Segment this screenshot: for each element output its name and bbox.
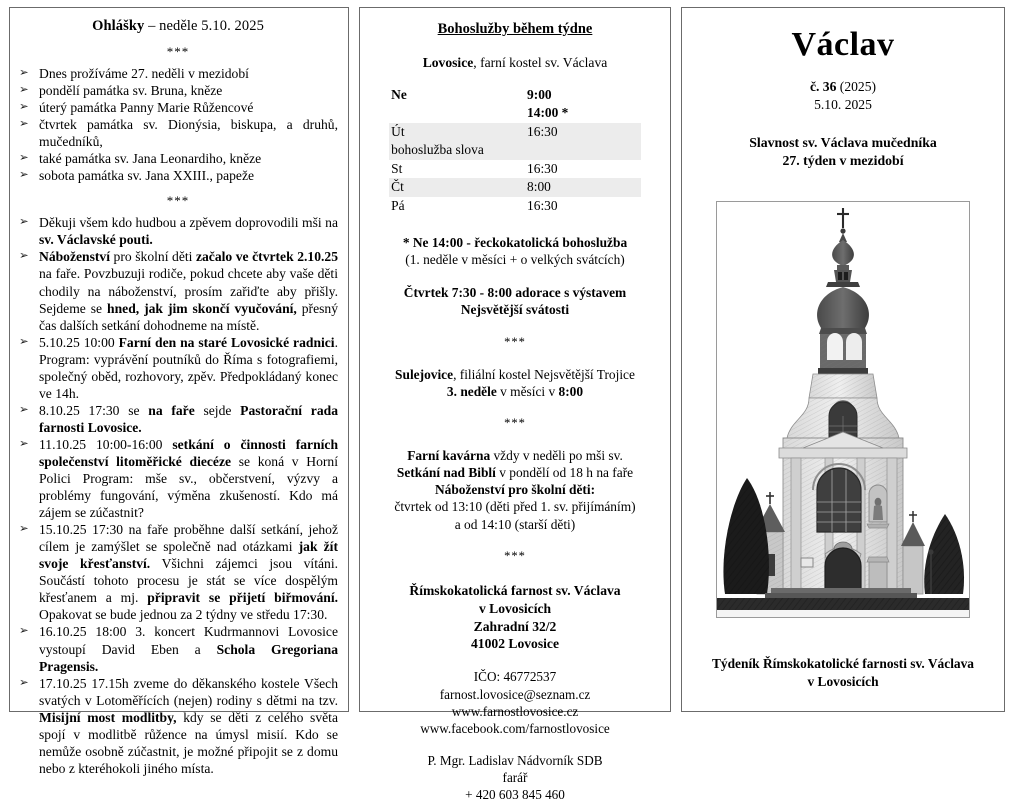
text-run: 5.10.25 10:00 [39,334,119,350]
priest-line: farář [502,770,528,786]
text-emphasis: Farní kavárna [407,447,491,463]
priest-contact [372,752,658,803]
list-item: ➢ čtvrtek památka sv. Dionýsia, biskupa, a druhů, mučedníků, [18,116,338,150]
service-time: 16:30 [525,123,641,141]
text-emphasis: Setkání nad Biblí [396,465,496,481]
service-day: Pá [391,197,405,213]
divider-stars-services-1: *** [504,334,526,349]
feast-line-1: Slavnost sv. Václava mučedníka [749,134,937,150]
divider-stars-top: *** [166,44,190,59]
text-emphasis: 8:00 [558,383,584,399]
announcements-header-bold: Ohlášky [92,18,145,34]
announcements-header [18,18,338,35]
text-run: . Program: vyprávění poutníků do Říma s fotografiemi, společný oběd, rozhovory, zpěv. Předpokládaný konec ve 14h. [39,334,338,401]
service-time: 9:00 [527,87,552,102]
list-item: ➢ Dnes prožíváme 27. neděli v mezidobí [18,65,338,82]
service-time [525,141,641,159]
priest-line: + 420 603 845 460 [465,787,565,803]
service-day: bohoslužba slova [389,141,525,159]
text-run: na faře. Povzbuzuji rodiče, pokud chcete aby vaše děti chodily na náboženství, prosím zařiďte aby přišly. Sejdeme se [39,266,338,316]
column-masthead [681,7,1005,712]
greek-catholic-note-detail: (1. neděle v měsíci + o velkých svátcích) [405,252,625,268]
text-run: 8.10.25 17:30 se [39,402,149,418]
parish-contact [372,668,658,737]
priest-line: P. Mgr. Ladislav Nádvorník SDB [427,753,603,769]
religion-classes-line-1: čtvrtek od 13:10 (děti před 1. sv. přijímáním) [394,499,636,515]
service-day [389,104,525,122]
church-illustration-wrapper [692,170,994,645]
list-item [18,675,338,777]
sulejovice-name: Sulejovice [395,366,454,382]
contact-line: www.farnostlovosice.cz [451,703,579,719]
sulejovice-block [372,366,658,400]
table-row [389,178,641,196]
list-item [18,623,338,674]
parish-church-desc: , farní kostel sv. Václava [473,55,608,70]
adoration-note [372,284,658,318]
saints-list [18,65,338,184]
table-row [389,104,641,122]
service-time: 16:30 [527,197,558,213]
sulejovice-desc: , filiální kostel Nejsvětější Trojice [453,366,635,382]
table-row [389,160,641,178]
text-emphasis: hned, jak jim skončí vyučování, [107,300,297,316]
services-title: Bohoslužby během týdne [437,21,593,37]
text-emphasis: 3. neděle [446,383,497,399]
footer-caption [692,645,994,707]
parish-address [372,582,658,654]
text-run: se koná v Horní Polici Program: mše sv., občerstvení, výzvy a problémy fungování, výměna zkušeností. Kdo má zájem se zúčastnit? [39,453,338,521]
text-emphasis: začalo ve čtvrtek 2.10.25 [195,249,338,265]
service-day: Út [389,123,525,141]
text-run: kdy se děti z celého světa spojí v modlitbě růžence na úmysl misií. Kdo se nemůže osobně zúčastnit, je možné připojit se z domu nebo z kteréhokoli jiného místa. [39,709,338,776]
issue-info [692,78,994,114]
column-announcements [9,7,349,776]
parish-church-name: Lovosice [422,55,474,70]
church-illustration-frame [716,201,970,618]
text-emphasis: sv. Václavské pouti. [39,232,153,248]
footer-caption-line-2: v Lovosicích [807,674,879,690]
table-row [389,123,641,141]
parish-cafe-line [372,447,658,464]
service-day: Čt [389,178,525,196]
bible-meeting-line [372,464,658,481]
list-item [18,214,338,248]
table-row [389,86,641,104]
text-emphasis: Schola Gregoriana Pragensis. [39,641,338,674]
text-run: sejde [194,402,241,418]
religion-classes-title: Náboženství pro školní děti: [434,482,596,498]
list-item [18,334,338,402]
issue-number: č. 36 [809,79,837,94]
service-time: 14:00 * [527,105,569,121]
text-emphasis: na faře [148,402,195,418]
adoration-line-1: Čtvrtek 7:30 - 8:00 adorace s výstavem [403,285,627,301]
divider-stars-services-3: *** [504,548,526,563]
service-day: St [391,160,403,176]
religion-classes-line-2: a od 14:10 (starší děti) [454,516,576,532]
text-run: přesný čas dalších setkání dohodneme na místě. [39,300,339,333]
text-run: 11.10.25 10:00-16:00 [39,436,173,452]
issue-year: (2025) [836,79,877,94]
text-emphasis: Pastorační rada farnosti Lovosice. [39,402,338,435]
address-line: 41002 Lovosice [471,636,559,652]
adoration-line-2: Nejsvětější svátosti [460,302,570,318]
list-item: ➢ pondělí památka sv. Bruna, kněze [18,82,338,99]
text-emphasis: jak žít svoje křesťanství. [39,539,338,572]
church-illustration [717,202,969,617]
contact-line: www.facebook.com/farnostlovosice [420,720,610,736]
weekly-service-table [389,86,641,215]
greek-catholic-note-bold: * Ne 14:00 - řeckokatolická bohoslužba [402,234,628,250]
service-time: 8:00 [525,178,641,196]
text-run: Všichni zájemci jsou vítáni. Součástí tohoto procesu je stát se více dospělým křesťanem a mj. [39,556,338,606]
list-item [18,248,338,333]
divider-stars-services-2: *** [504,415,526,430]
text-run: 16.10.25 18:00 3. koncert Kudrmannovi Lovosice vystoupí David Eben a [39,624,338,657]
text-run: 17.10.25 17.15h zveme do děkanského kostele Všech svatých v Lotoměřících (nejen) rodiny s dětmi na tzv. [39,675,338,708]
text-emphasis: Náboženství [39,249,110,265]
text-run: Opakovat se bude jednou za 2 týdny ve středu 17:30. [39,607,328,623]
issue-date: 5.10. 2025 [814,96,872,112]
text-emphasis: Misijní most modlitby, [39,709,177,725]
sulejovice-church-line [372,366,658,383]
table-row [389,141,641,159]
parish-church-line [372,55,658,71]
sulejovice-time-line [372,383,658,400]
column-services [359,7,671,803]
service-day: Ne [391,87,407,102]
address-line: Římskokatolická farnost sv. Václava [409,582,621,598]
list-item: ➢ sobota památka sv. Jana XXIII., papeže [18,167,338,184]
list-item [18,436,338,521]
text-run: vždy v neděli po mši sv. [490,447,623,463]
service-time: 16:30 [527,160,558,176]
text-run: pro školní děti [110,249,196,265]
text-run: v měsíci v [496,383,559,399]
text-emphasis: Farní den na staré Lovosické radnici [118,334,335,350]
footer-caption-line-1: Týdeník Římskokatolické farnosti sv. Václava [711,656,974,672]
list-item: ➢ úterý památka Panny Marie Růžencové [18,99,338,116]
parish-activities [372,447,658,533]
announcements-header-rest: – neděle 5.10. 2025 [144,18,264,34]
feast-line-2: 27. týden v mezidobí [782,153,904,169]
address-line: v Lovosicích [478,600,552,616]
feast-info [692,134,994,170]
address-line: Zahradní 32/2 [473,618,557,634]
text-emphasis: připravit se přijetí biřmování. [147,590,338,606]
contact-line: IČO: 46772537 [473,669,557,685]
list-item [18,402,338,436]
greek-catholic-note [372,234,658,268]
list-item: ➢ také památka sv. Jana Leonardiho, kněze [18,150,338,167]
divider-stars-mid: *** [166,193,190,209]
table-row [389,197,641,215]
issue-number-line [692,78,994,96]
contact-line: farnost.lovosice@seznam.cz [439,686,591,702]
text-run: v pondělí od 18 h na faře [495,465,634,481]
text-run: Děkuji všem kdo hudbou a zpěvem doprovodili mši na [39,215,338,231]
events-list [18,214,338,777]
text-run: 15.10.25 17:30 na faře proběhne další setkání, jehož cílem je zamýšlet se společně nad otázkami [39,522,338,555]
list-item [18,521,338,623]
text-emphasis: setkání o činnosti farních společenství litoměřické diecéze [39,436,338,469]
page-title: Václav [791,26,895,63]
